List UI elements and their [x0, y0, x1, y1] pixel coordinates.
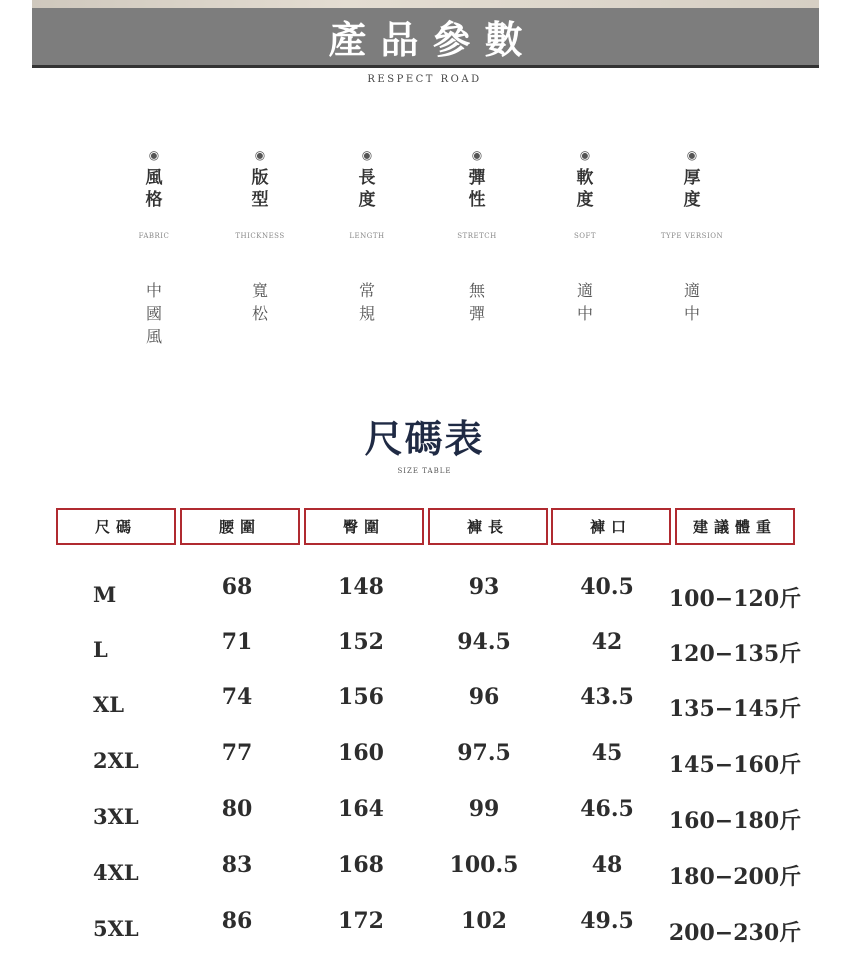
param-name: 風 格: [145, 168, 163, 210]
size-table-subtitle: SIZE TABLE: [397, 467, 452, 475]
table-cell: 42: [591, 629, 623, 655]
table-cell: 74: [221, 684, 253, 710]
circle-dot-icon: ◉: [579, 148, 591, 162]
table-cell: 48: [591, 852, 623, 878]
circle-dot-icon: ◉: [148, 148, 160, 162]
banner-underline: [32, 65, 819, 68]
table-row: [0, 852, 849, 892]
param-column: [422, 147, 532, 377]
table-cell: 102: [461, 908, 507, 934]
table-row: [0, 796, 849, 836]
table-cell: XL: [93, 692, 125, 717]
table-cell: 99: [468, 796, 500, 822]
table-cell: 49.5: [580, 908, 634, 934]
param-english-label: LENGTH: [349, 232, 385, 240]
param-value: 適 中: [683, 281, 700, 323]
table-cell: 135−145斤: [668, 696, 802, 722]
param-column: [530, 147, 640, 377]
product-params-banner: [32, 8, 819, 65]
size-table-header-cell: 腰圍: [180, 508, 300, 545]
table-cell: 83: [221, 852, 253, 878]
param-english-label: STRETCH: [457, 232, 497, 240]
table-cell: 43.5: [580, 684, 634, 710]
table-cell: 93: [468, 574, 500, 600]
param-name: 彈 性: [468, 168, 486, 210]
table-cell: 164: [338, 796, 384, 822]
size-table-header-cell: 建議體重: [675, 508, 795, 545]
table-cell: 80: [221, 796, 253, 822]
table-cell: 156: [338, 684, 384, 710]
circle-dot-icon: ◉: [254, 148, 266, 162]
size-table-header-cell: 褲長: [428, 508, 548, 545]
table-row: [0, 574, 849, 614]
param-value: 常 規: [358, 281, 375, 323]
param-name: 版 型: [251, 168, 269, 210]
param-value: 適 中: [576, 281, 593, 323]
table-cell: 120−135斤: [668, 641, 802, 667]
top-texture-strip: [32, 0, 819, 8]
size-table-header-cell: 尺碼: [56, 508, 176, 545]
table-cell: 4XL: [93, 860, 139, 885]
table-cell: 94.5: [457, 629, 511, 655]
circle-dot-icon: ◉: [471, 148, 483, 162]
table-cell: 40.5: [580, 574, 634, 600]
table-cell: 145−160斤: [668, 752, 802, 778]
table-row: [0, 684, 849, 724]
param-english-label: THICKNESS: [235, 232, 285, 240]
table-cell: 68: [221, 574, 253, 600]
table-cell: 77: [221, 740, 253, 766]
size-table-header-cell: 臀圍: [304, 508, 424, 545]
table-cell: 168: [338, 852, 384, 878]
table-row: [0, 629, 849, 669]
param-value: 中 國 風: [145, 281, 162, 346]
table-cell: 172: [338, 908, 384, 934]
table-cell: 180−200斤: [668, 864, 802, 890]
param-english-label: SOFT: [573, 232, 597, 240]
param-value: 無 彈: [468, 281, 485, 323]
table-cell: M: [93, 582, 117, 607]
table-cell: 2XL: [93, 748, 139, 773]
table-cell: 148: [338, 574, 384, 600]
param-name: 軟 度: [576, 168, 594, 210]
param-column: [205, 147, 315, 377]
table-cell: 160−180斤: [668, 808, 802, 834]
table-cell: 5XL: [93, 916, 139, 941]
table-cell: 152: [338, 629, 384, 655]
param-english-label: FABRIC: [138, 232, 170, 240]
table-row: [0, 740, 849, 780]
param-english-label: TYPE VERSION: [660, 232, 724, 240]
param-name: 長 度: [358, 168, 376, 210]
table-cell: 3XL: [93, 804, 139, 829]
size-table-title: 尺碼表: [364, 416, 485, 461]
table-cell: 100−120斤: [668, 586, 802, 612]
table-cell: 200−230斤: [668, 920, 802, 946]
table-cell: L: [93, 637, 108, 662]
param-column: [637, 147, 747, 377]
banner-title: 產品參數: [328, 17, 537, 62]
param-name: 厚 度: [683, 168, 701, 210]
table-cell: 96: [468, 684, 500, 710]
param-column: [312, 147, 422, 377]
table-cell: 100.5: [449, 852, 519, 878]
param-column: [99, 147, 209, 377]
circle-dot-icon: ◉: [686, 148, 698, 162]
param-value: 寬 松: [251, 281, 268, 323]
table-cell: 46.5: [580, 796, 634, 822]
circle-dot-icon: ◉: [361, 148, 373, 162]
table-cell: 160: [338, 740, 384, 766]
table-cell: 86: [221, 908, 253, 934]
table-cell: 97.5: [457, 740, 511, 766]
table-cell: 71: [221, 629, 253, 655]
size-table-header-cell: 褲口: [551, 508, 671, 545]
banner-subtitle: RESPECT ROAD: [367, 74, 482, 85]
table-cell: 45: [591, 740, 623, 766]
table-row: [0, 908, 849, 948]
